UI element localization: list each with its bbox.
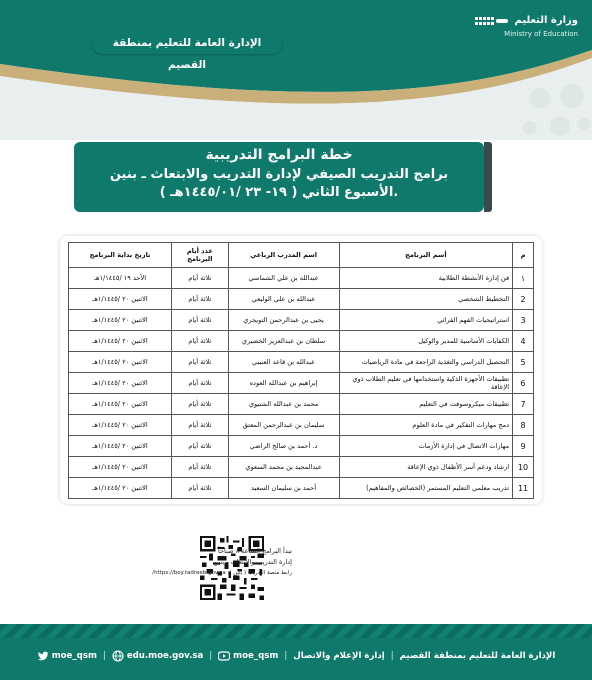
footer-org: الإدارة العامة للتعليم بمنطقة القصيم bbox=[399, 651, 556, 661]
twitter-handle: moe_qsm bbox=[51, 651, 97, 661]
row-program: دمج مهارات التفكير في مادة العلوم bbox=[339, 415, 513, 436]
footer-website[interactable] bbox=[112, 650, 203, 662]
row-program: التخطيط الشخصي bbox=[339, 289, 513, 310]
row-date: الاثنين ٢٠ /١/١٤٤٥هـ bbox=[69, 478, 172, 499]
row-date: الاثنين ٢٠ /١/١٤٤٥هـ bbox=[69, 415, 172, 436]
table-header-row bbox=[69, 243, 534, 268]
department-name: إدارة التدريب والابتعاث - بنين bbox=[213, 558, 292, 566]
table-row bbox=[69, 478, 534, 499]
row-date: الاثنين ٢٠ /١/١٤٤٥هـ bbox=[69, 394, 172, 415]
row-days: ثلاثة أيام bbox=[172, 373, 228, 394]
row-days: ثلاثة أيام bbox=[172, 457, 228, 478]
row-trainer: عبدالله بن علي الوليعي bbox=[228, 289, 339, 310]
row-program: تطبيقات الأجهزة الذكية واستخدامها في تعليم الطلاب ذوي الإعاقة bbox=[339, 373, 513, 394]
title-box bbox=[74, 142, 484, 212]
row-trainer: عبدالمجيد بن محمد السعوي bbox=[228, 457, 339, 478]
table-row bbox=[69, 457, 534, 478]
row-trainer: عبدالله بن علي الشماسي bbox=[228, 268, 339, 289]
row-trainer: عبدالله بن قاعد العتيبي bbox=[228, 352, 339, 373]
row-num: 9 bbox=[513, 436, 534, 457]
row-days: ثلاثة أيام bbox=[172, 415, 228, 436]
row-date: الاثنين ٢٠ /١/١٤٤٥هـ bbox=[69, 310, 172, 331]
row-days: ثلاثة أيام bbox=[172, 394, 228, 415]
row-days: ثلاثة أيام bbox=[172, 436, 228, 457]
row-trainer: سليمان بن عبدالرحمن المعتق bbox=[228, 415, 339, 436]
row-days: ثلاثة أيام bbox=[172, 289, 228, 310]
row-trainer: يحيى بن عبدالرحمن التويجري bbox=[228, 310, 339, 331]
table-row bbox=[69, 415, 534, 436]
footer-youtube[interactable] bbox=[218, 650, 278, 662]
ministry-name-en: Ministry of Education bbox=[504, 30, 578, 38]
footer-pattern bbox=[0, 624, 592, 638]
footer-separator: | bbox=[102, 651, 106, 661]
title-main: خطة البرامج التدريبية bbox=[205, 147, 353, 163]
row-num: ١ bbox=[513, 268, 534, 289]
title-accent bbox=[484, 142, 492, 212]
programs-table bbox=[68, 242, 534, 499]
youtube-handle: moe_qsm bbox=[233, 651, 279, 661]
footer-dept: إدارة الإعلام والاتصال bbox=[293, 651, 385, 661]
row-days: ثلاثة أيام bbox=[172, 331, 228, 352]
footer-separator: | bbox=[284, 651, 288, 661]
title-subtitle-line2: الأسبوع الثاني ( ١٩- ٢٣ /١٤٤٥/٠١هـ ). bbox=[159, 185, 399, 200]
header-num: م bbox=[513, 243, 534, 268]
twitter-icon bbox=[37, 650, 49, 662]
row-days: ثلاثة أيام bbox=[172, 310, 228, 331]
table-row bbox=[69, 373, 534, 394]
table-row bbox=[69, 352, 534, 373]
row-days: ثلاثة أيام bbox=[172, 352, 228, 373]
row-program: الكفايات الأساسية للمدير والوكيل bbox=[339, 331, 513, 352]
row-trainer: د. أحمد بن صالح الراضي bbox=[228, 436, 339, 457]
platform-link[interactable]: رابط منصة التدريب ( بنين ): https://boy.tadreeb.gov.sa/ bbox=[152, 570, 292, 576]
row-num: 7 bbox=[513, 394, 534, 415]
row-days: ثلاثة أيام bbox=[172, 478, 228, 499]
row-trainer: إبراهيم بن عبدالله العوده bbox=[228, 373, 339, 394]
row-num: 2 bbox=[513, 289, 534, 310]
row-program: التحصيل الدراسي والتغذية الراجعة في مادة الرياضيات bbox=[339, 352, 513, 373]
row-trainer: محمد بن عبدالله الشتيوي bbox=[228, 394, 339, 415]
row-program: تدريب معلمي التعليم المستمر (الخصائص والمفاهيم) bbox=[339, 478, 513, 499]
row-trainer: أحمد بن سليمان السعيد bbox=[228, 478, 339, 499]
row-num: 5 bbox=[513, 352, 534, 373]
row-program: مهارات الاتصال في إدارة الأزمات bbox=[339, 436, 513, 457]
table-row bbox=[69, 394, 534, 415]
table-row bbox=[69, 310, 534, 331]
row-trainer: سلطان بن عبدالعزيز الخضيري bbox=[228, 331, 339, 352]
table-row bbox=[69, 436, 534, 457]
row-date: الاثنين ٢٠ /١/١٤٤٥هـ bbox=[69, 289, 172, 310]
programs-table-card bbox=[60, 236, 542, 504]
website-url: edu.moe.gov.sa bbox=[126, 651, 204, 661]
row-num: 4 bbox=[513, 331, 534, 352]
row-date: الاثنين ٢٠ /١/١٤٤٥هـ bbox=[69, 457, 172, 478]
row-num: 11 bbox=[513, 478, 534, 499]
row-date: الاثنين ٢٠ /١/١٤٤٥هـ bbox=[69, 331, 172, 352]
region-badge: الإدارة العامة للتعليم بمنطقة القصيم bbox=[92, 32, 282, 54]
footer bbox=[0, 624, 592, 680]
row-program: فن إدارة الأنشطة الطلابية bbox=[339, 268, 513, 289]
footer-separator: | bbox=[390, 651, 394, 661]
row-date: الأحد ١٩ /١/١٤٤٥هـ bbox=[69, 268, 172, 289]
row-days: ثلاثة أيام bbox=[172, 268, 228, 289]
table-row bbox=[69, 331, 534, 352]
row-num: 6 bbox=[513, 373, 534, 394]
row-program: تطبيقات ميكروسوفت في التعليم bbox=[339, 394, 513, 415]
footer-separator: | bbox=[209, 651, 213, 661]
row-num: 10 bbox=[513, 457, 534, 478]
row-program: استراتيجيات الفهم القرائي bbox=[339, 310, 513, 331]
header-trainer: اسم المدرب الرباعي bbox=[228, 243, 339, 268]
row-date: الاثنين ٢٠ /١/١٤٤٥هـ bbox=[69, 373, 172, 394]
row-date: الاثنين ٢٠ /١/١٤٤٥هـ bbox=[69, 436, 172, 457]
title-subtitle-line1: برامج التدريب الصيفي لإدارة التدريب والابتعاث ـ بنين bbox=[109, 167, 449, 182]
footer-twitter[interactable] bbox=[37, 650, 97, 662]
ministry-mark-icon bbox=[475, 15, 509, 27]
table-row bbox=[69, 289, 534, 310]
table-row bbox=[69, 268, 534, 289]
row-num: 8 bbox=[513, 415, 534, 436]
ministry-name-ar: وزارة التعليم bbox=[514, 15, 578, 26]
start-time: تبدأ البرامج الساعة ٨ صباحاً bbox=[218, 547, 292, 555]
header-days: عدد أيام البرنامج bbox=[172, 243, 228, 268]
start-info bbox=[112, 546, 292, 579]
globe-icon bbox=[112, 650, 124, 662]
header-date: تاريخ بداية البرنامج bbox=[69, 243, 172, 268]
title-subtitle bbox=[74, 166, 484, 202]
row-date: الاثنين ٢٠ /١/١٤٤٥هـ bbox=[69, 352, 172, 373]
row-program: ارشاد ودعم أسر الأطفال ذوي الإعاقة bbox=[339, 457, 513, 478]
footer-row bbox=[0, 646, 592, 666]
header-program: أسم البرنامج bbox=[339, 243, 513, 268]
youtube-icon bbox=[218, 650, 230, 662]
ministry-logo bbox=[475, 10, 578, 38]
row-num: 3 bbox=[513, 310, 534, 331]
